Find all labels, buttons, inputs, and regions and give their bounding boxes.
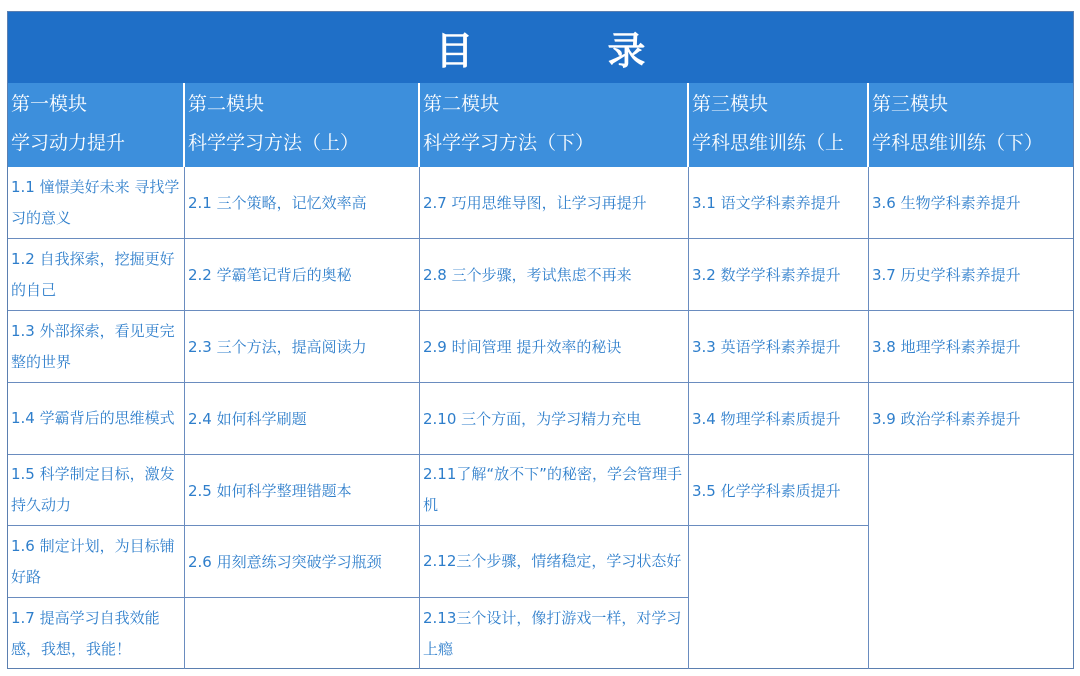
toc-item[interactable]: 2.10 三个方面，为学习精力充电 [420, 383, 689, 455]
toc-item[interactable]: 3.5 化学学科素质提升 [689, 455, 869, 526]
toc-item[interactable]: 3.2 数学学科素养提升 [689, 239, 869, 311]
toc-item[interactable]: 2.9 时间管理 提升效率的秘诀 [420, 311, 689, 383]
toc-item[interactable]: 2.1 三个策略，记忆效率高 [185, 167, 420, 239]
header-module-2b: 第二模块 科学学习方法（下） [420, 83, 689, 167]
toc-item[interactable]: 2.5 如何科学整理错题本 [185, 455, 420, 526]
toc-item[interactable]: 2.7 巧用思维导图，让学习再提升 [420, 167, 689, 239]
toc-item[interactable]: 1.3 外部探索，看见更完整的世界 [8, 311, 185, 383]
header-module-1: 第一模块 学习动力提升 [8, 83, 185, 167]
toc-item[interactable]: 2.4 如何科学刷题 [185, 383, 420, 455]
toc-item[interactable]: 1.6 制定计划，为目标铺好路 [8, 526, 185, 598]
toc-item[interactable]: 3.1 语文学科素养提升 [689, 167, 869, 239]
toc-item[interactable]: 3.7 历史学科素养提升 [869, 239, 1073, 311]
toc-item[interactable]: 3.8 地理学科素养提升 [869, 311, 1073, 383]
toc-item[interactable]: 3.3 英语学科素养提升 [689, 311, 869, 383]
toc-item[interactable]: 3.6 生物学科素养提升 [869, 167, 1073, 239]
toc-item[interactable]: 2.11了解“放不下”的秘密，学会管理手机 [420, 455, 689, 526]
toc-item[interactable]: 1.1 憧憬美好未来 寻找学习的意义 [8, 167, 185, 239]
header-module-3b: 第三模块 学科思维训练（下） [872, 93, 1044, 154]
toc-item[interactable]: 2.6 用刻意练习突破学习瓶颈 [185, 526, 420, 598]
empty-cell [689, 526, 869, 669]
toc-item[interactable]: 3.4 物理学科素质提升 [689, 383, 869, 455]
header-row [8, 83, 1073, 167]
toc-item[interactable]: 1.7 提高学习自我效能感，我想，我能！ [8, 598, 185, 669]
toc-grid [8, 167, 1073, 669]
header-module-3a: 第三模块 学科思维训练（上 [689, 83, 869, 167]
toc-item[interactable]: 2.8 三个步骤，考试焦虑不再来 [420, 239, 689, 311]
empty-cell [185, 598, 420, 669]
toc-item[interactable]: 2.12三个步骤，情绪稳定，学习状态好 [420, 526, 689, 598]
toc-item[interactable]: 1.4 学霸背后的思维模式 [8, 383, 185, 455]
header-module-2a: 第二模块 科学学习方法（上） [185, 83, 420, 167]
toc-item[interactable]: 2.13三个设计，像打游戏一样，对学习上瘾 [420, 598, 689, 669]
toc-table [7, 11, 1074, 669]
empty-cell [869, 455, 1073, 669]
toc-item[interactable]: 2.3 三个方法，提高阅读力 [185, 311, 420, 383]
toc-item[interactable]: 1.5 科学制定目标，激发持久动力 [8, 455, 185, 526]
toc-item[interactable]: 2.2 学霸笔记背后的奥秘 [185, 239, 420, 311]
toc-item[interactable]: 1.2 自我探索，挖掘更好的自己 [8, 239, 185, 311]
toc-item[interactable]: 3.9 政治学科素养提升 [869, 383, 1073, 455]
page-title: 目 录 [8, 12, 1073, 83]
